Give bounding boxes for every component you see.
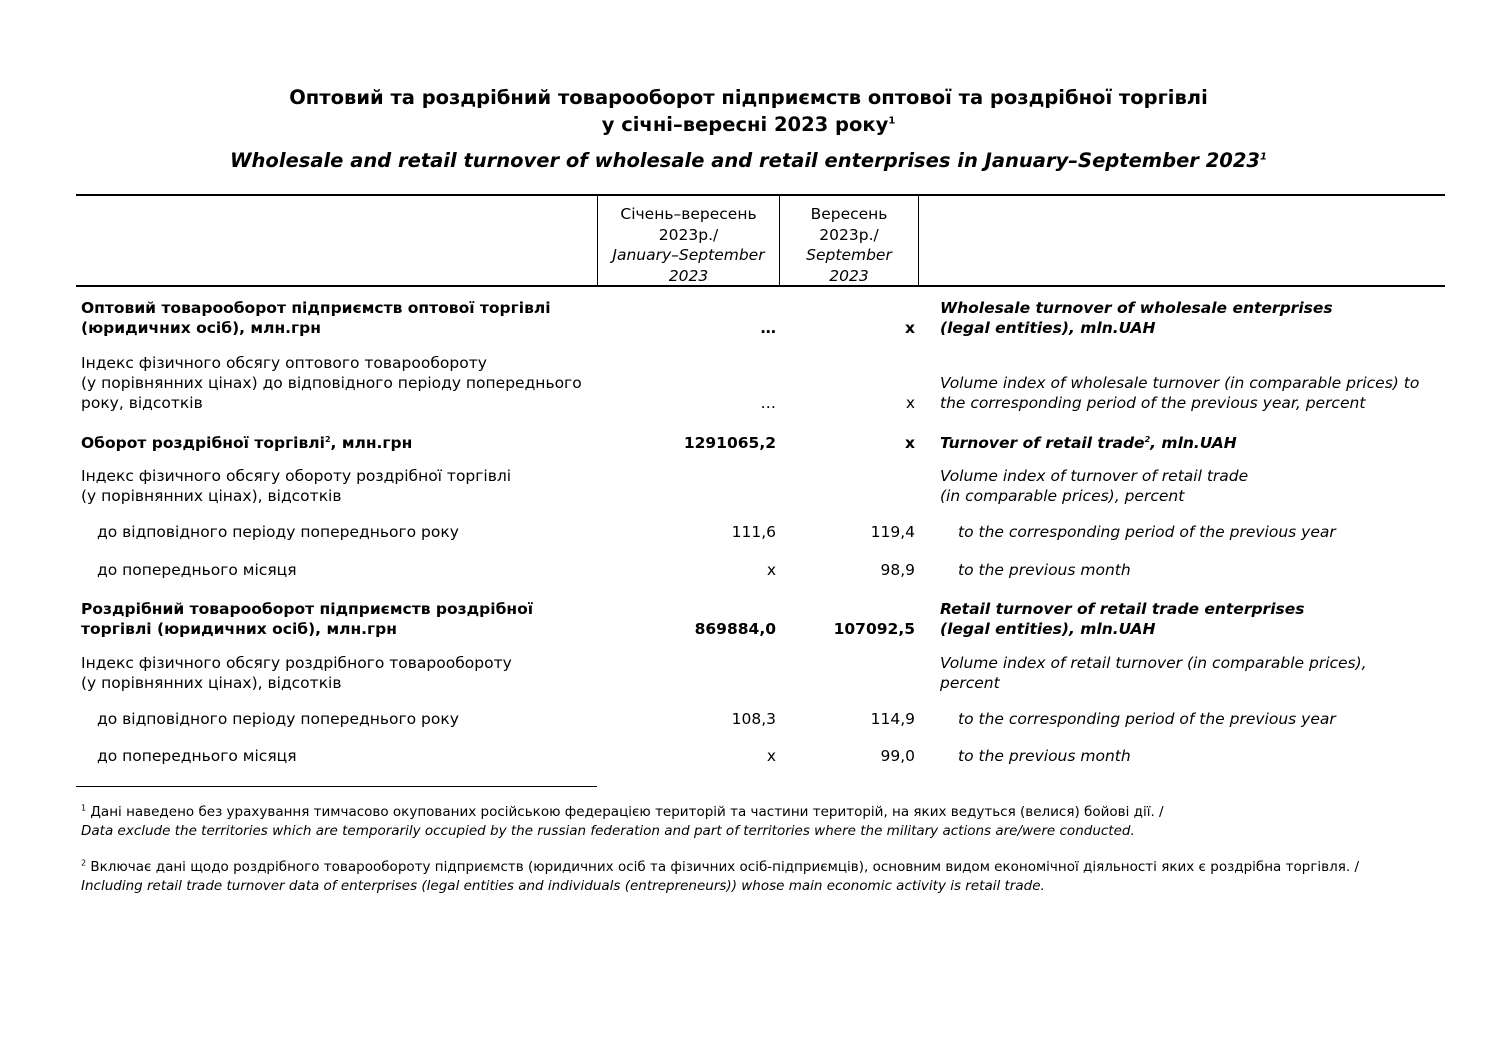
row-retail-enterprises-prev-year-sep: 114,9 xyxy=(870,710,915,728)
row-retail-enterprises-prev-month-label-uk: до попереднього місяця xyxy=(97,747,297,765)
row-retail-turnover-label-uk: Оборот роздрібної торгівлі$^2$, млн.грн xyxy=(81,434,413,452)
page-title-uk xyxy=(0,84,1497,138)
row-retail-index-label-uk: Індекс фізичного обсягу обороту роздрібної торгівлі (у порівнянних цінах), відсотків xyxy=(81,467,512,505)
row-retail-enterprises-index-label-uk: Індекс фізичного обсягу роздрібного товарообороту (у порівнянних цінах), відсотків xyxy=(81,654,512,692)
footnote-mark: 2 xyxy=(1144,434,1151,444)
row-retail-enterprises-prev-month-sep: 99,0 xyxy=(880,747,915,765)
footnote-2-mark: 2 xyxy=(81,858,87,868)
row-retail-enterprises-index-label-en: Volume index of retail turnover (in comparable prices), percent xyxy=(940,654,1367,692)
title-uk-footnote-mark: 1 xyxy=(888,115,896,127)
table-bottom-rule xyxy=(76,786,597,787)
row-retail-index-prev-year-label-uk: до відповідного періоду попереднього року xyxy=(97,523,459,541)
row-retail-enterprises-prev-month-jan-sep: x xyxy=(766,747,776,765)
row-retail-enterprises-jan-sep: 869884,0 xyxy=(694,620,776,638)
row-retail-index-prev-year-jan-sep: 111,6 xyxy=(731,523,776,541)
header-col-jan-sep: Січень–вересень 2023р./ January–September 2023 xyxy=(612,205,765,285)
row-retail-turnover-sep: x xyxy=(905,434,915,452)
row-wholesale-turnover-label-en: Wholesale turnover of wholesale enterprises (legal entities), mln.UAH xyxy=(940,299,1333,337)
row-retail-index-prev-month-label-uk: до попереднього місяця xyxy=(97,561,297,579)
table-top-rule xyxy=(76,194,1445,196)
row-wholesale-turnover-sep: x xyxy=(905,319,915,337)
row-retail-enterprises-sep: 107092,5 xyxy=(833,620,915,638)
footnote-2: $^2$ Включає дані щодо роздрібного товарообороту підприємств (юридичних осіб та фізичних осіб-підприємців), основним видом економічної діяльності яких є роздрібна торгівля. / Including retail trade turnover data of enterprises (legal entities and individuals (entrepreneurs)) whose main economic activity is retail trade. xyxy=(81,858,1359,894)
row-retail-turnover-label-en: Turnover of retail trade$^2$, mln.UAH xyxy=(940,434,1237,452)
header-col-sep: Вересень 2023р./ September 2023 xyxy=(806,205,892,285)
row-retail-index-prev-year-label-en: to the corresponding period of the previous year xyxy=(958,523,1336,541)
row-retail-index-label-en: Volume index of turnover of retail trade (in comparable prices), percent xyxy=(940,467,1249,505)
row-retail-index-prev-month-sep: 98,9 xyxy=(880,561,915,579)
title-en-footnote-mark: 1 xyxy=(1260,151,1267,163)
row-retail-turnover-jan-sep: 1291065,2 xyxy=(683,434,776,452)
title-uk-line2: у січні–вересні 2023 року$^1$ xyxy=(601,113,896,136)
row-wholesale-turnover-label-uk: Оптовий товарооборот підприємств оптової торгівлі (юридичних осіб), млн.грн xyxy=(81,299,551,337)
row-retail-enterprises-prev-year-jan-sep: 108,3 xyxy=(731,710,776,728)
row-wholesale-index-label-en: Volume index of wholesale turnover (in comparable prices) to the corresponding period of the previous year, percent xyxy=(940,374,1420,412)
row-retail-enterprises-prev-year-label-uk: до відповідного періоду попереднього року xyxy=(97,710,459,728)
row-wholesale-index-label-uk: Індекс фізичного обсягу оптового товарообороту (у порівнянних цінах) до відповідного періоду попереднього року, відсотків xyxy=(81,354,582,412)
row-retail-enterprises-label-en: Retail turnover of retail trade enterprises (legal entities), mln.UAH xyxy=(940,600,1305,638)
footnote-1-mark: 1 xyxy=(81,803,87,813)
row-retail-index-prev-month-jan-sep: x xyxy=(766,561,776,579)
footnote-mark: 2 xyxy=(324,434,331,444)
row-retail-enterprises-label-uk: Роздрібний товарооборот підприємств роздрібної торгівлі (юридичних осіб), млн.грн xyxy=(81,600,534,638)
title-uk-line1: Оптовий та роздрібний товарооборот підприємств оптової та роздрібної торгівлі xyxy=(289,86,1208,109)
page-title-en: Wholesale and retail turnover of wholesale and retail enterprises in January–September 2023$^1$ xyxy=(230,149,1267,172)
row-wholesale-index-jan-sep: … xyxy=(760,394,776,412)
header-divider-3 xyxy=(918,196,919,285)
row-retail-enterprises-prev-month-label-en: to the previous month xyxy=(958,747,1131,765)
row-retail-index-prev-month-label-en: to the previous month xyxy=(958,561,1131,579)
row-wholesale-index-sep: x xyxy=(905,394,915,412)
footnote-1: $^1$ Дані наведено без урахування тимчасово окупованих російською федерацією територій та частини територій, на яких ведуться (велися) бойові дії. / Data exclude the territories which are temporarily occupied by the russian federation and part of territories where the military actions are/were conducted. xyxy=(81,803,1164,839)
row-wholesale-turnover-jan-sep: … xyxy=(760,319,776,337)
row-retail-index-prev-year-sep: 119,4 xyxy=(870,523,915,541)
row-retail-enterprises-prev-year-label-en: to the corresponding period of the previous year xyxy=(958,710,1336,728)
